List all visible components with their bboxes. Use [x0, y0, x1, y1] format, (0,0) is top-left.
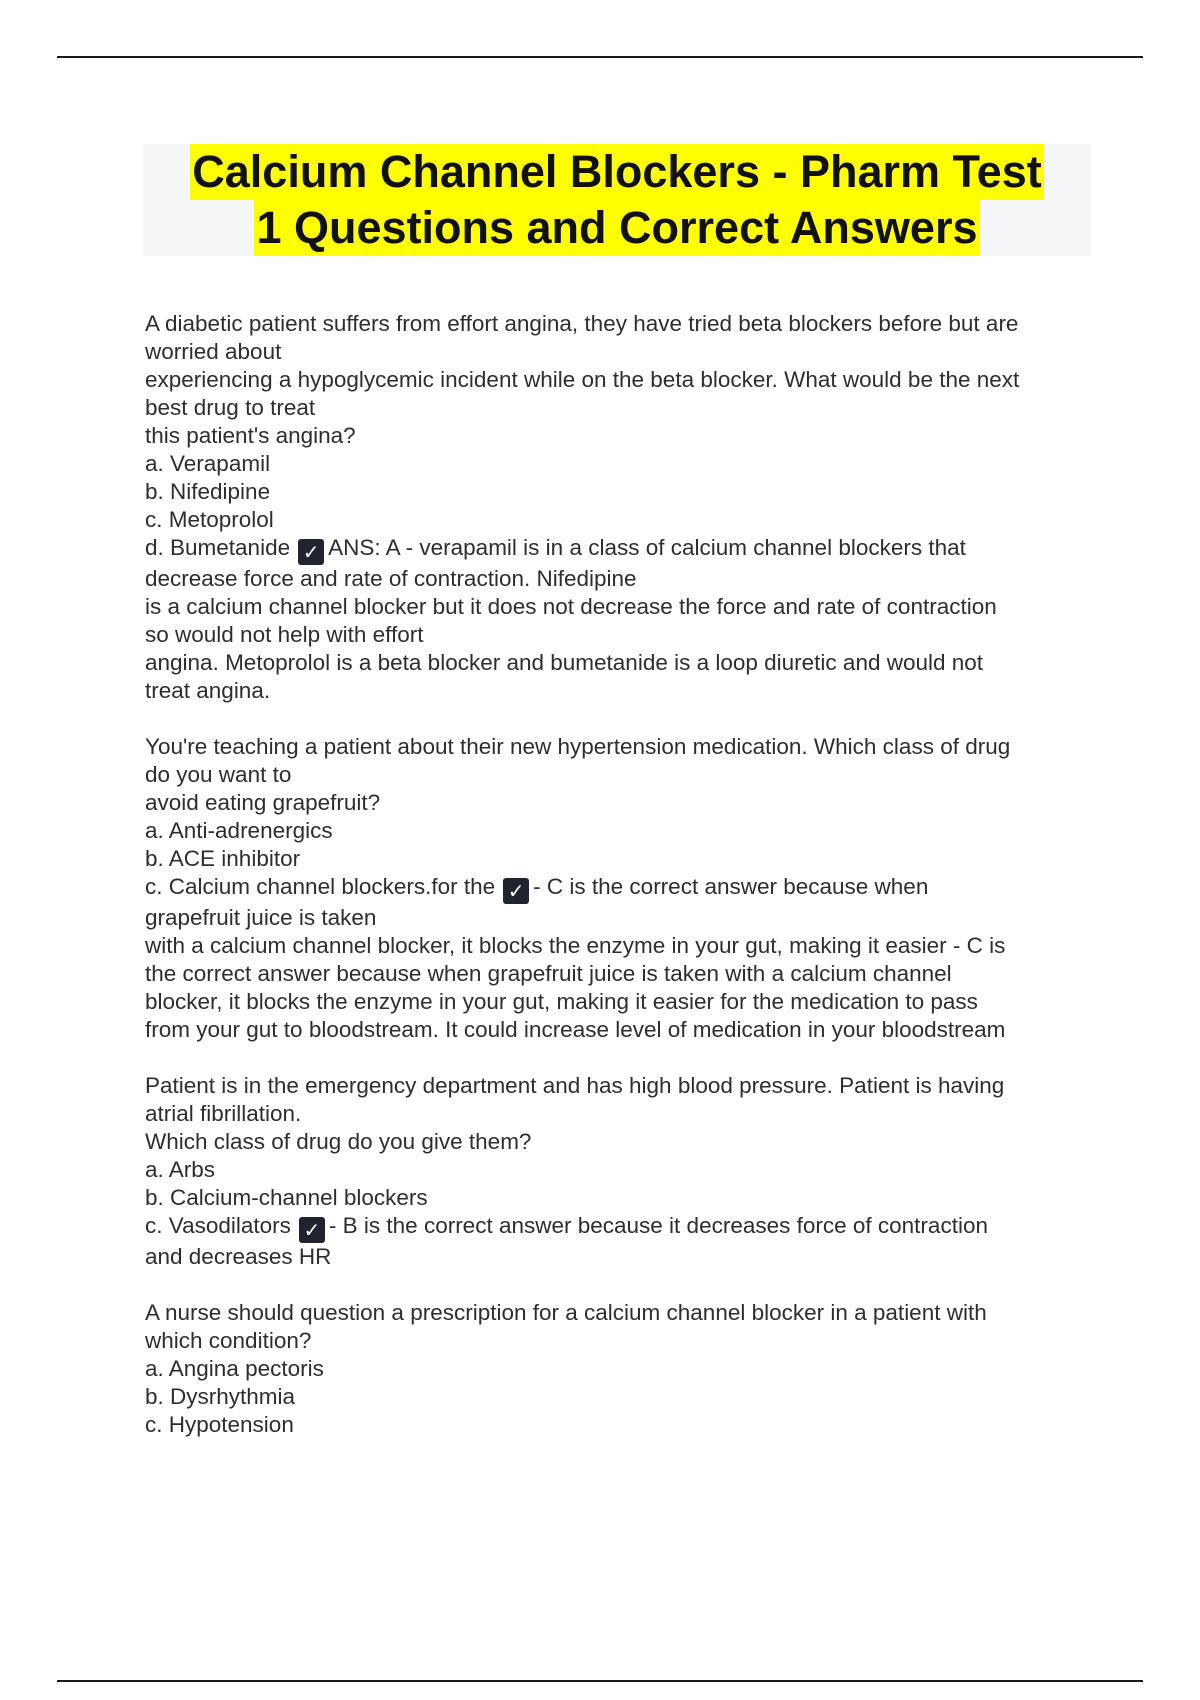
question-1: [145, 310, 1090, 705]
title-block: [143, 144, 1091, 256]
option-a: a. Angina pectoris: [145, 1356, 324, 1381]
answer-text: so would not help with effort: [145, 622, 424, 647]
document-body: [145, 310, 1090, 1439]
option-c: c. Metoprolol: [145, 507, 274, 532]
answer-text: from your gut to bloodstream. It could increase level of medication in your bloodstream: [145, 1017, 1006, 1042]
answer-text: angina. Metoprolol is a beta blocker and bumetanide is a loop diuretic and would not: [145, 650, 984, 675]
option-c: c. Calcium channel blockers.for the: [145, 874, 496, 899]
question-text: experiencing a hypoglycemic incident while on the beta blocker. What would be the next: [145, 367, 1020, 392]
bottom-rule: [57, 1680, 1143, 1682]
question-3: [145, 1072, 1090, 1271]
option-c: c. Hypotension: [145, 1412, 294, 1437]
answer-text: ANS: A - verapamil is in a class of calcium channel blockers that: [328, 535, 966, 560]
answer-text: - B is the correct answer because it decreases force of contraction: [328, 1213, 988, 1238]
option-a: a. Verapamil: [145, 451, 271, 476]
option-c-with-answer: [145, 873, 1090, 904]
checkmark-icon: ✓: [299, 1217, 325, 1243]
answer-text: decrease force and rate of contraction. Nifedipine: [145, 566, 637, 591]
question-text: A nurse should question a prescription for a calcium channel blocker in a patient with: [145, 1300, 987, 1325]
question-text: worried about: [145, 339, 282, 364]
option-d-with-answer: [145, 534, 1090, 565]
question-text: Patient is in the emergency department and has high blood pressure. Patient is having: [145, 1073, 1005, 1098]
option-a: a. Anti-adrenergics: [145, 818, 333, 843]
question-text: Which class of drug do you give them?: [145, 1129, 532, 1154]
page-title-line-1: Calcium Channel Blockers - Pharm Test: [190, 144, 1043, 200]
answer-text: grapefruit juice is taken: [145, 905, 377, 930]
option-c-with-answer: [145, 1212, 1090, 1243]
page-title-line-2: 1 Questions and Correct Answers: [254, 200, 979, 256]
top-rule: [57, 56, 1143, 58]
option-a: a. Arbs: [145, 1157, 216, 1182]
question-2: [145, 733, 1090, 1044]
option-c: c. Vasodilators: [145, 1213, 291, 1238]
checkmark-icon: ✓: [503, 878, 529, 904]
question-text: which condition?: [145, 1328, 312, 1353]
option-b: b. Nifedipine: [145, 479, 271, 504]
option-b: b. ACE inhibitor: [145, 846, 301, 871]
question-text: You're teaching a patient about their new hypertension medication. Which class of drug: [145, 734, 1011, 759]
checkmark-icon: ✓: [298, 539, 324, 565]
question-text: atrial fibrillation.: [145, 1101, 302, 1126]
option-b: b. Dysrhythmia: [145, 1384, 296, 1409]
answer-text: the correct answer because when grapefruit juice is taken with a calcium channel: [145, 961, 952, 986]
option-d: d. Bumetanide: [145, 535, 291, 560]
question-text: do you want to: [145, 762, 292, 787]
answer-text: blocker, it blocks the enzyme in your gut, making it easier for the medication to pass: [145, 989, 978, 1014]
question-4: [145, 1299, 1090, 1439]
answer-text: - C is the correct answer because when: [533, 874, 929, 899]
question-text: best drug to treat: [145, 395, 316, 420]
question-text: A diabetic patient suffers from effort angina, they have tried beta blockers before but are: [145, 311, 1019, 336]
question-text: avoid eating grapefruit?: [145, 790, 381, 815]
answer-text: is a calcium channel blocker but it does not decrease the force and rate of contraction: [145, 594, 997, 619]
answer-text: with a calcium channel blocker, it blocks the enzyme in your gut, making it easier - C is: [145, 933, 1006, 958]
answer-text: and decreases HR: [145, 1244, 332, 1269]
answer-text: treat angina.: [145, 678, 271, 703]
question-text: this patient's angina?: [145, 423, 356, 448]
option-b: b. Calcium-channel blockers: [145, 1185, 428, 1210]
